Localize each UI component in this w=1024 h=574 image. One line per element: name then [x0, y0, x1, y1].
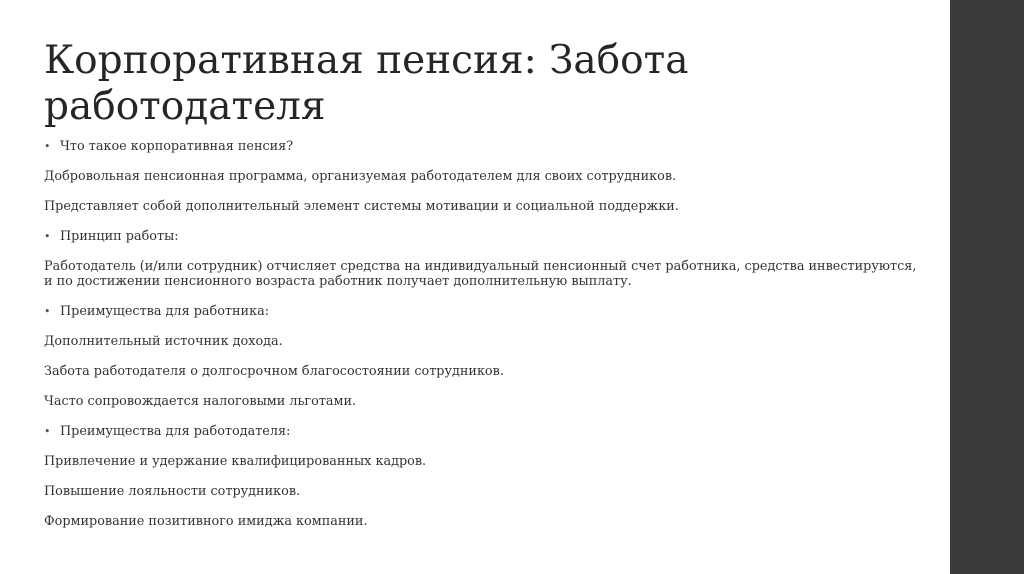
slide-title-line-1: Корпоративная пенсия: Забота: [44, 38, 689, 83]
slide-title-line-2: работодателя: [44, 84, 326, 129]
bullet-employer-benefits: • Преимущества для работодателя:: [44, 424, 924, 439]
slide-title: [44, 38, 924, 130]
bullet-principle: • Принцип работы:: [44, 229, 924, 244]
paragraph-attract: Привлечение и удержание квалифицированных кадров.: [44, 454, 427, 469]
paragraph-tax: Часто сопровождается налоговыми льготами.: [44, 394, 357, 409]
bullet-what-is: • Что такое корпоративная пенсия?: [44, 139, 924, 154]
bullet-employee-benefits: • Преимущества для работника:: [44, 304, 924, 319]
paragraph-extra-income: Дополнительный источник дохода.: [44, 334, 283, 349]
paragraph-element: Представляет собой дополнительный элемент системы мотивации и социальной поддержки.: [44, 199, 679, 214]
paragraph-image: Формирование позитивного имиджа компании.: [44, 514, 368, 529]
paragraph-care: Забота работодателя о долгосрочном благосостоянии сотрудников.: [44, 364, 504, 379]
side-accent-bar: [950, 0, 1024, 574]
paragraph-principle: Работодатель (и/или сотрудник) отчисляет средства на индивидуальный пенсионный счет работника, средства инвестируются, и по достижении пенсионного возраста работник получает дополнительную выплату.: [44, 259, 917, 289]
slide-content: [44, 139, 924, 529]
paragraph-definition: Добровольная пенсионная программа, организуемая работодателем для своих сотрудников.: [44, 169, 677, 184]
paragraph-loyalty: Повышение лояльности сотрудников.: [44, 484, 301, 499]
